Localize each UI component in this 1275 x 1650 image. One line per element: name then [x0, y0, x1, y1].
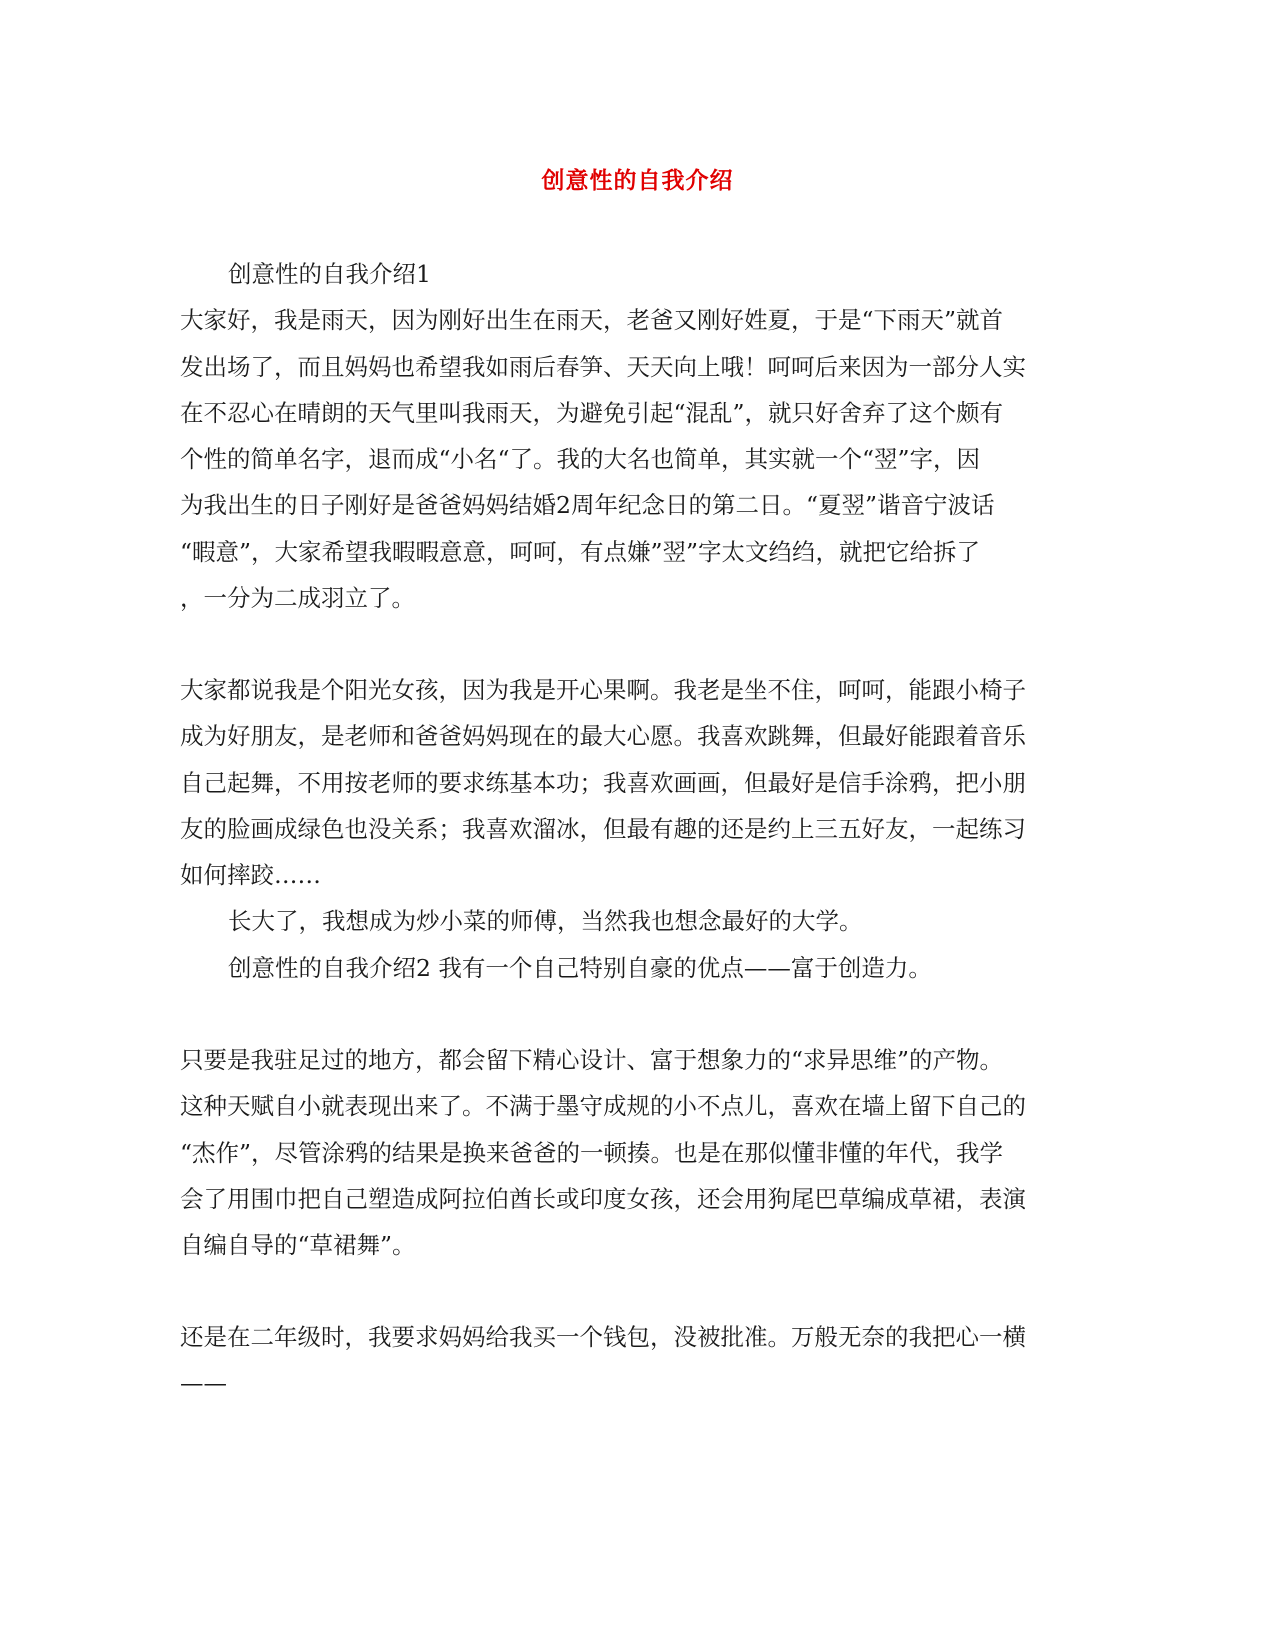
paragraph-line: 在不忍心在晴朗的天气里叫我雨天，为避免引起“混乱”，就只好舍弃了这个颇有: [180, 399, 1004, 427]
paragraph-line: 这种天赋自小就表现出来了。不满于墨守成规的小不点儿，喜欢在墙上留下自己的: [180, 1092, 1026, 1120]
paragraph-line: 自编自导的“草裙舞”。: [180, 1231, 416, 1259]
paragraph-line: 大家都说我是个阳光女孩，因为我是开心果啊。我老是坐不住，呵呵，能跟小椅子: [180, 676, 1026, 704]
paragraph-line: 为我出生的日子刚好是爸爸妈妈结婚2周年纪念日的第二日。“夏翌”谐音宁波话: [180, 491, 995, 519]
paragraph-line: 友的脸画成绿色也没关系；我喜欢溜冰，但最有趣的还是约上三五好友，一起练习: [180, 815, 1026, 843]
paragraph-line: 发出场了，而且妈妈也希望我如雨后春笋、天天向上哦！呵呵后来因为一部分人实: [180, 353, 1026, 381]
paragraph-line: ，一分为二成羽立了。: [180, 584, 415, 612]
paragraph-line: ——: [180, 1369, 227, 1397]
paragraph-line: 只要是我驻足过的地方，都会留下精心设计、富于想象力的“求异思维”的产物。: [180, 1046, 1004, 1074]
section-heading-2: 创意性的自我介绍2 我有一个自己特别自豪的优点——富于创造力。: [228, 954, 932, 982]
section-heading-1: 创意性的自我介绍1: [228, 260, 431, 288]
paragraph-line: 成为好朋友，是老师和爸爸妈妈现在的最大心愿。我喜欢跳舞，但最好能跟着音乐: [180, 722, 1026, 750]
paragraph-line: “杰作”，尽管涂鸦的结果是换来爸爸的一顿揍。也是在那似懂非懂的年代，我学: [180, 1139, 1004, 1167]
paragraph-line: 长大了，我想成为炒小菜的师傅，当然我也想念最好的大学。: [228, 907, 863, 935]
paragraph-line: 会了用围巾把自己塑造成阿拉伯酋长或印度女孩，还会用狗尾巴草编成草裙，表演: [180, 1185, 1026, 1213]
paragraph-line: 如何摔跤……: [180, 861, 321, 889]
paragraph-line: “暇意”，大家希望我暇暇意意，呵呵，有点嫌”翌”字太文绉绉，就把它给拆了: [180, 538, 981, 566]
paragraph-line: 大家好，我是雨天，因为刚好出生在雨天，老爸又刚好姓夏，于是“下雨天”就首: [180, 306, 1004, 334]
paragraph-line: 自己起舞，不用按老师的要求练基本功；我喜欢画画，但最好是信手涂鸦，把小朋: [180, 769, 1026, 797]
paragraph-line: 还是在二年级时，我要求妈妈给我买一个钱包，没被批准。万般无奈的我把心一横: [180, 1323, 1026, 1351]
document-title: 创意性的自我介绍: [541, 167, 734, 194]
paragraph-line: 个性的简单名字，退而成“小名“了。我的大名也简单，其实就一个“翌”字，因: [180, 445, 981, 473]
